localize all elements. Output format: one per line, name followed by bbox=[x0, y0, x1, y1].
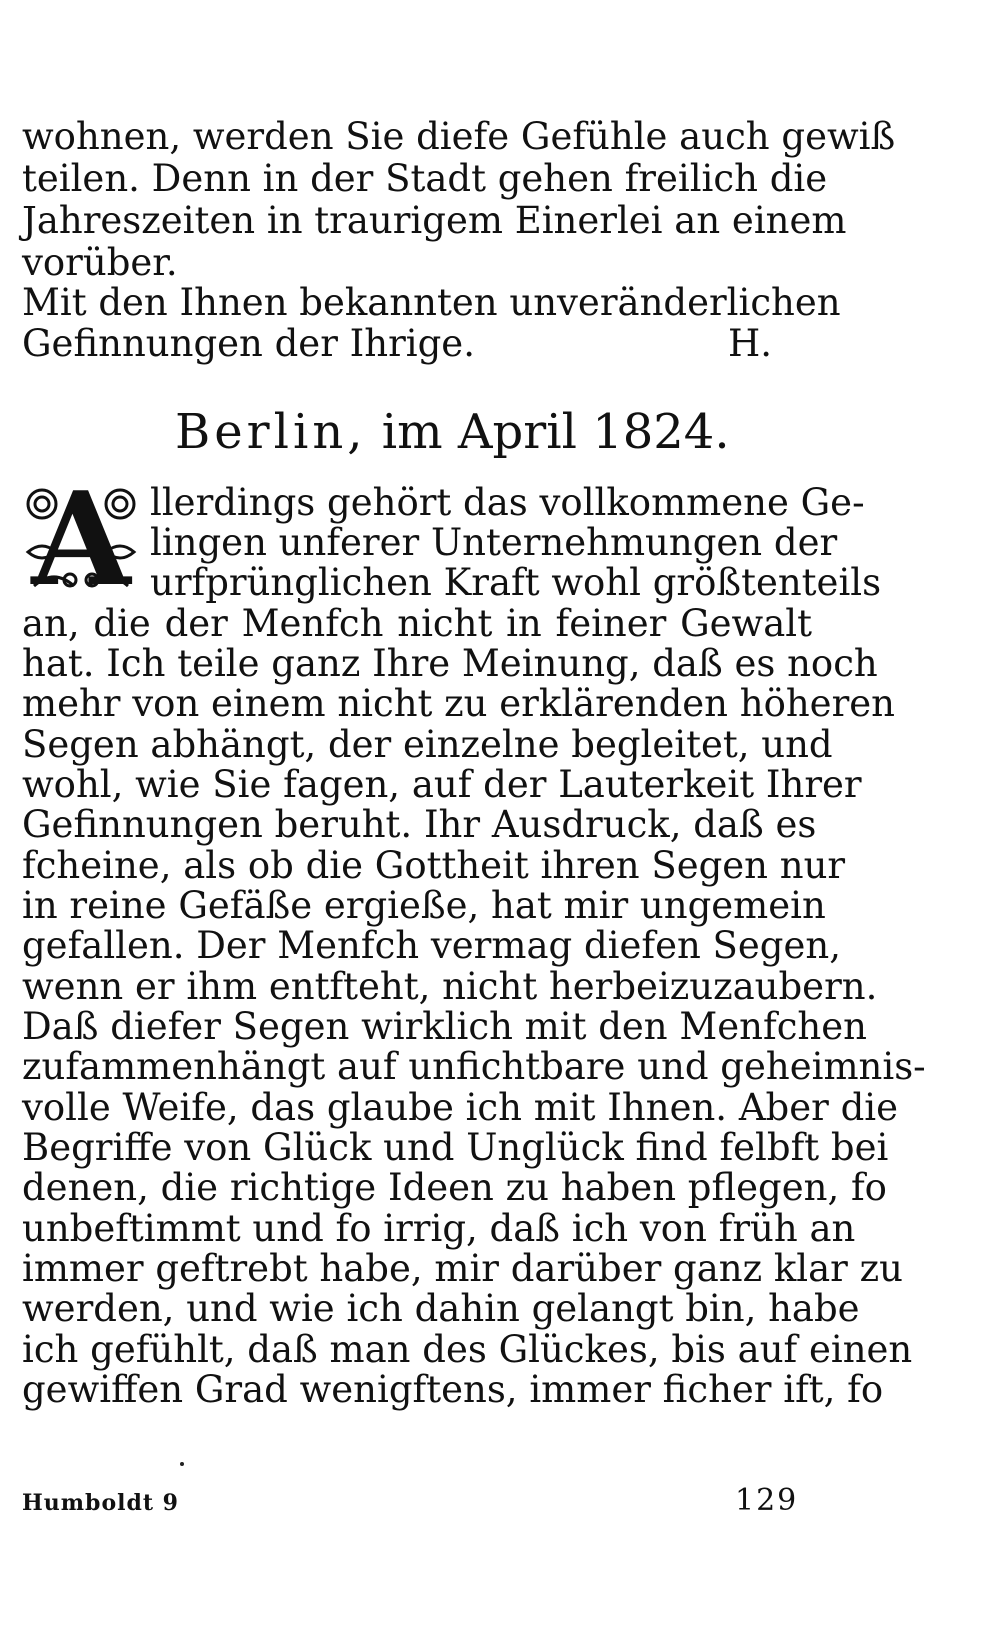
text-line: zufammenhängt auf unfichtbare und geheimnis- bbox=[22, 1045, 926, 1088]
letter-signature-initial: H. bbox=[727, 322, 772, 365]
text-line: vorüber. bbox=[22, 241, 178, 284]
text-line: wenn er ihm entfteht, nicht herbeizuzaubern. bbox=[22, 965, 878, 1008]
closing-line: Gefinnungen der Ihrige. bbox=[22, 322, 475, 365]
text-line: hat. Ich teile ganz Ihre Meinung, daß es noch bbox=[22, 642, 878, 685]
text-line: wohnen, werden Sie diefe Gefühle auch gewiß bbox=[22, 115, 896, 158]
text-line: unbeftimmt und fo irrig, daß ich von früh an bbox=[22, 1207, 856, 1250]
signature-mark: Humboldt 9 bbox=[22, 1490, 179, 1516]
text-line: in reine Gefäße ergieße, hat mir ungemein bbox=[22, 884, 826, 927]
ornamental-dropcap bbox=[20, 465, 142, 615]
heading-place: Berlin, bbox=[175, 404, 367, 460]
text-line: teilen. Denn in der Stadt gehen freilich die bbox=[22, 157, 828, 200]
ink-speck bbox=[180, 1462, 184, 1466]
closing-line: Mit den Ihnen bekannten unveränderlichen bbox=[22, 281, 841, 324]
text-line: an, die der Menfch nicht in feiner Gewalt bbox=[22, 602, 812, 645]
text-line: Jahreszeiten in traurigem Einerlei an einem bbox=[22, 199, 847, 242]
text-line: Gefinnungen beruht. Ihr Ausdruck, daß es bbox=[22, 803, 817, 846]
text-line: mehr von einem nicht zu erklärenden höheren bbox=[22, 682, 895, 725]
text-line: gewiffen Grad wenigftens, immer ficher ift, fo bbox=[22, 1368, 884, 1411]
heading-date: im April 1824. bbox=[381, 404, 730, 460]
text-line: ich gefühlt, daß man des Glückes, bis auf einen bbox=[22, 1328, 913, 1371]
text-line: gefallen. Der Menfch vermag diefen Segen, bbox=[22, 924, 841, 967]
text-line: urfprünglichen Kraft wohl größtenteils bbox=[150, 561, 882, 604]
page-number: 129 bbox=[735, 1483, 799, 1518]
text-line: Segen abhängt, der einzelne begleitet, und bbox=[22, 723, 833, 766]
text-line: denen, die richtige Ideen zu haben pflegen, fo bbox=[22, 1166, 887, 1209]
text-line: volle Weife, das glaube ich mit Ihnen. Aber die bbox=[22, 1086, 898, 1129]
closing-row bbox=[22, 323, 812, 365]
text-line: Begriffe von Glück und Unglück find felbft bei bbox=[22, 1126, 889, 1169]
text-line: immer geftrebt habe, mir darüber ganz klar zu bbox=[22, 1247, 903, 1290]
text-line: fcheine, als ob die Gottheit ihren Segen nur bbox=[22, 844, 846, 887]
text-line: wohl, wie Sie fagen, auf der Lauterkeit Ihrer bbox=[22, 763, 862, 806]
dropcap-letter: A bbox=[31, 465, 131, 615]
letter-heading bbox=[175, 404, 730, 460]
text-line: Daß diefer Segen wirklich mit den Menfchen bbox=[22, 1005, 867, 1048]
text-line: lingen unferer Unternehmungen der bbox=[150, 521, 838, 564]
text-line: llerdings gehört das vollkommene Ge- bbox=[150, 481, 865, 524]
text-line: werden, und wie ich dahin gelangt bin, habe bbox=[22, 1287, 860, 1330]
